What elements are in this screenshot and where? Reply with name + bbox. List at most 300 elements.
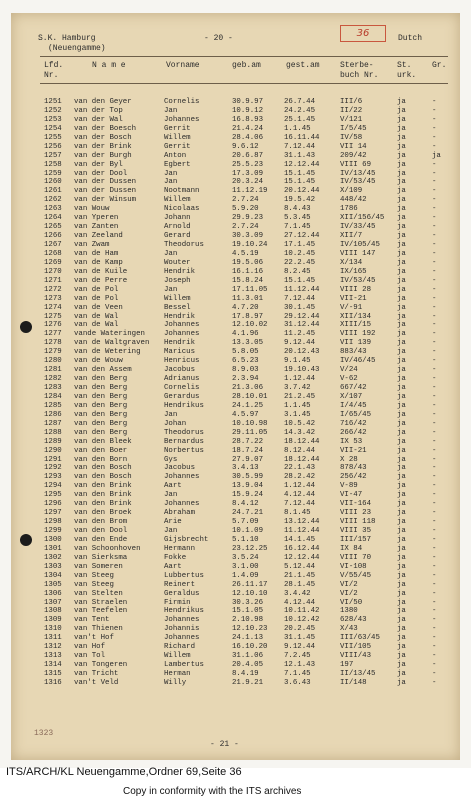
- table-row: [0, 652, 460, 661]
- row-death-date: 4.12.44: [284, 598, 316, 607]
- row-vorname: Jan: [164, 178, 178, 187]
- row-grave: -: [432, 392, 437, 401]
- table-row: [0, 134, 460, 143]
- row-number: 1295: [44, 491, 62, 500]
- row-register-no: X/43: [340, 625, 358, 634]
- row-vorname: Johannes: [164, 321, 200, 330]
- row-register-no: X/134: [340, 258, 363, 267]
- row-death-date: 27.12.44: [284, 232, 320, 241]
- row-grave: -: [432, 455, 437, 464]
- row-register-no: VI-108: [340, 562, 367, 571]
- row-grave: -: [432, 401, 437, 410]
- table-row: [0, 393, 460, 402]
- row-grave: -: [432, 518, 437, 527]
- row-register-no: IV/46/45: [340, 357, 376, 366]
- row-certificate: ja: [397, 652, 406, 661]
- row-vorname: Joseph: [164, 276, 191, 285]
- row-birth-date: 10.9.12: [232, 106, 264, 115]
- header-rule-top: [40, 56, 448, 57]
- row-register-no: IV/53/45: [340, 178, 376, 187]
- row-number: 1316: [44, 678, 62, 687]
- row-certificate: ja: [397, 267, 406, 276]
- row-grave: -: [432, 133, 437, 142]
- row-register-no: II/148: [340, 678, 367, 687]
- row-grave: -: [432, 223, 437, 232]
- col-gest: gest.am: [286, 61, 320, 70]
- row-number: 1275: [44, 312, 62, 321]
- row-birth-date: 10.1.09: [232, 527, 264, 535]
- row-register-no: 716/42: [340, 419, 367, 428]
- row-vorname: Johann: [164, 214, 191, 223]
- row-number: 1270: [44, 267, 62, 276]
- row-register-no: 628/43: [340, 616, 367, 625]
- row-birth-date: 17.3.09: [232, 169, 264, 178]
- row-name: van der Dussen: [74, 178, 137, 187]
- table-row: [0, 679, 460, 688]
- row-grave: -: [432, 294, 437, 303]
- row-certificate: ja: [397, 249, 406, 258]
- row-name: van den Bosch: [74, 473, 132, 482]
- row-vorname: Henricus: [164, 357, 200, 366]
- row-death-date: 4.12.44: [284, 491, 316, 500]
- table-row: [0, 384, 460, 393]
- row-grave: -: [432, 616, 437, 625]
- row-certificate: ja: [397, 562, 406, 571]
- row-birth-date: 20.4.05: [232, 661, 264, 670]
- row-certificate: ja: [397, 294, 406, 303]
- row-vorname: Johannes: [164, 115, 200, 124]
- row-register-no: V-89: [340, 482, 358, 491]
- table-row: [0, 232, 460, 241]
- row-death-date: 1.1.45: [284, 401, 311, 410]
- table-row: [0, 581, 460, 590]
- row-birth-date: 29.9.23: [232, 214, 264, 223]
- row-certificate: ja: [397, 178, 406, 187]
- row-name: van der Wal: [74, 115, 123, 124]
- row-certificate: ja: [397, 678, 406, 687]
- row-certificate: ja: [397, 535, 406, 544]
- row-number: 1263: [44, 205, 62, 214]
- row-certificate: ja: [397, 169, 406, 178]
- row-birth-date: 8.4.19: [232, 670, 259, 678]
- row-number: 1300: [44, 535, 62, 544]
- row-name: van den Brink: [74, 482, 132, 491]
- row-birth-date: 21.4.24: [232, 124, 264, 133]
- row-name: van Sierksma: [74, 553, 128, 562]
- table-row: [0, 429, 460, 438]
- row-grave: -: [432, 196, 437, 205]
- row-name: van de Wal: [74, 312, 119, 321]
- row-grave: -: [432, 464, 437, 473]
- row-name: van Thienen: [74, 625, 123, 634]
- row-certificate: ja: [397, 625, 406, 634]
- row-vorname: Hendrik: [164, 267, 196, 276]
- row-number: 1258: [44, 160, 62, 169]
- row-number: 1285: [44, 401, 62, 410]
- row-name: van den Dool: [74, 527, 128, 535]
- row-death-date: 15.1.45: [284, 178, 316, 187]
- row-birth-date: 12.10.02: [232, 321, 268, 330]
- row-number: 1288: [44, 428, 62, 437]
- row-certificate: ja: [397, 232, 406, 241]
- row-certificate: ja: [397, 321, 406, 330]
- row-vorname: Firmin: [164, 598, 191, 607]
- row-name: van den Berg: [74, 401, 128, 410]
- row-birth-date: 13.3.05: [232, 339, 264, 348]
- row-certificate: ja: [397, 518, 406, 527]
- row-vorname: Johannes: [164, 616, 200, 625]
- row-certificate: ja: [397, 98, 406, 106]
- row-grave: -: [432, 446, 437, 455]
- row-name: van de Kamp: [74, 258, 123, 267]
- table-row: [0, 661, 460, 670]
- row-register-no: IV/13/45: [340, 169, 376, 178]
- row-vorname: Hendrikus: [164, 401, 204, 410]
- row-name: van de Wetering: [74, 348, 141, 357]
- row-grave: -: [432, 670, 437, 678]
- row-death-date: 7.12.44: [284, 500, 316, 509]
- row-vorname: Gijsbrecht: [164, 535, 209, 544]
- row-grave: -: [432, 580, 437, 589]
- row-grave: -: [432, 384, 437, 392]
- header-rule-bottom: [40, 83, 448, 84]
- row-grave: -: [432, 437, 437, 446]
- row-vorname: Nicolaas: [164, 205, 200, 214]
- table-row: [0, 473, 460, 482]
- row-name: van Wouw: [74, 205, 110, 214]
- row-name: van Steeg: [74, 571, 114, 580]
- row-register-no: VIII 69: [340, 160, 372, 169]
- row-number: 1278: [44, 339, 62, 348]
- row-grave: ja: [432, 151, 441, 160]
- row-vorname: Fokke: [164, 553, 187, 562]
- row-birth-date: 13.9.04: [232, 482, 264, 491]
- row-certificate: ja: [397, 616, 406, 625]
- row-name: van Zwam: [74, 241, 110, 249]
- row-number: 1271: [44, 276, 62, 285]
- row-birth-date: 20.3.24: [232, 178, 264, 187]
- row-death-date: 30.1.45: [284, 303, 316, 312]
- table-row: [0, 348, 460, 357]
- row-name: van de Waltgraven: [74, 339, 150, 348]
- row-number: 1256: [44, 142, 62, 151]
- row-vorname: Nootmann: [164, 187, 200, 196]
- row-certificate: ja: [397, 276, 406, 285]
- row-birth-date: 11.3.01: [232, 294, 264, 303]
- row-vorname: Johannes: [164, 634, 200, 643]
- row-birth-date: 18.7.24: [232, 446, 264, 455]
- row-death-date: 11.2.45: [284, 330, 316, 339]
- row-birth-date: 5.8.05: [232, 348, 259, 357]
- row-death-date: 7.12.44: [284, 294, 316, 303]
- row-register-no: 197: [340, 661, 354, 670]
- row-birth-date: 5.9.20: [232, 205, 259, 214]
- row-death-date: 11.12.44: [284, 527, 320, 535]
- row-birth-date: 3.5.24: [232, 553, 259, 562]
- row-vorname: Herman: [164, 670, 191, 678]
- row-register-no: IX 84: [340, 544, 363, 553]
- row-certificate: ja: [397, 196, 406, 205]
- row-certificate: ja: [397, 124, 406, 133]
- row-number: 1268: [44, 249, 62, 258]
- row-register-no: IV/33/45: [340, 223, 376, 232]
- row-vorname: Maricus: [164, 348, 196, 357]
- row-vorname: Johannes: [164, 500, 200, 509]
- row-name: van den Bleek: [74, 437, 132, 446]
- row-grave: -: [432, 142, 437, 151]
- row-vorname: Cornelis: [164, 98, 200, 106]
- row-register-no: I/5/45: [340, 124, 367, 133]
- row-birth-date: 21.3.06: [232, 384, 264, 392]
- col-nr: Lfd.: [44, 61, 64, 70]
- row-number: 1272: [44, 285, 62, 294]
- row-certificate: ja: [397, 428, 406, 437]
- row-birth-date: 29.11.05: [232, 428, 268, 437]
- row-birth-date: 15.9.24: [232, 491, 264, 500]
- row-certificate: ja: [397, 607, 406, 616]
- row-death-date: 22.1.43: [284, 464, 316, 473]
- row-birth-date: 19.10.24: [232, 241, 268, 249]
- row-death-date: 3.1.45: [284, 410, 311, 419]
- row-birth-date: 8.9.03: [232, 366, 259, 375]
- row-birth-date: 28.4.06: [232, 133, 264, 142]
- row-number: 1302: [44, 553, 62, 562]
- row-certificate: ja: [397, 339, 406, 348]
- row-register-no: VII 14: [340, 142, 367, 151]
- row-vorname: Jacobus: [164, 366, 196, 375]
- table-row: [0, 357, 460, 366]
- row-register-no: VII 139: [340, 339, 372, 348]
- row-birth-date: 12.10.10: [232, 589, 268, 598]
- row-death-date: 10.2.45: [284, 249, 316, 258]
- row-vorname: Jan: [164, 527, 178, 535]
- row-number: 1291: [44, 455, 62, 464]
- row-birth-date: 5.1.10: [232, 535, 259, 544]
- row-certificate: ja: [397, 553, 406, 562]
- row-vorname: Anton: [164, 151, 187, 160]
- sheet-number-box: [340, 25, 386, 42]
- row-number: 1315: [44, 670, 62, 678]
- table-row: [0, 295, 460, 304]
- col-vorname: Vorname: [166, 61, 200, 70]
- row-number: 1282: [44, 375, 62, 384]
- row-certificate: ja: [397, 473, 406, 482]
- row-birth-date: 4.1.96: [232, 330, 259, 339]
- table-row: [0, 205, 460, 214]
- row-grave: -: [432, 258, 437, 267]
- row-name: van de Pol: [74, 285, 119, 294]
- row-vorname: Gerard: [164, 232, 191, 241]
- row-certificate: ja: [397, 160, 406, 169]
- row-number: 1254: [44, 124, 62, 133]
- row-birth-date: 21.9.21: [232, 678, 264, 687]
- row-grave: -: [432, 214, 437, 223]
- table-row: [0, 98, 460, 107]
- row-name: van den Ende: [74, 535, 128, 544]
- row-grave: -: [432, 339, 437, 348]
- row-name: van Tent: [74, 616, 110, 625]
- table-row: [0, 143, 460, 152]
- row-grave: -: [432, 249, 437, 258]
- row-number: 1314: [44, 661, 62, 670]
- row-grave: -: [432, 509, 437, 518]
- row-birth-date: 24.7.21: [232, 509, 264, 518]
- row-vorname: Jan: [164, 285, 178, 294]
- row-register-no: VIII 35: [340, 527, 372, 535]
- row-name: van't Veld: [74, 678, 119, 687]
- table-row: [0, 241, 460, 250]
- table-row: [0, 187, 460, 196]
- row-death-date: 10.11.42: [284, 607, 320, 616]
- row-birth-date: 15.8.24: [232, 276, 264, 285]
- row-grave: -: [432, 312, 437, 321]
- row-number: 1292: [44, 464, 62, 473]
- row-death-date: 1.12.44: [284, 375, 316, 384]
- row-vorname: Willem: [164, 133, 191, 142]
- row-name: van der Winsum: [74, 196, 137, 205]
- table-row: [0, 616, 460, 625]
- row-name: van den Berg: [74, 428, 128, 437]
- row-birth-date: 4.7.20: [232, 303, 259, 312]
- row-certificate: ja: [397, 258, 406, 267]
- row-grave: -: [432, 348, 437, 357]
- row-certificate: ja: [397, 142, 406, 151]
- row-vorname: Gys: [164, 455, 178, 464]
- col-st: St.: [397, 61, 412, 70]
- row-birth-date: 2.3.94: [232, 375, 259, 384]
- row-vorname: Bernardus: [164, 437, 204, 446]
- row-register-no: 883/43: [340, 348, 367, 357]
- table-row: [0, 339, 460, 348]
- table-row: [0, 491, 460, 500]
- row-number: 1262: [44, 196, 62, 205]
- row-grave: -: [432, 106, 437, 115]
- row-number: 1287: [44, 419, 62, 428]
- row-name: van Hof: [74, 643, 106, 652]
- row-name: van der Brink: [74, 142, 132, 151]
- row-certificate: ja: [397, 661, 406, 670]
- row-death-date: 7.1.45: [284, 670, 311, 678]
- row-certificate: ja: [397, 106, 406, 115]
- row-register-no: VIII 28: [340, 285, 372, 294]
- row-name: van den Berg: [74, 410, 128, 419]
- row-vorname: Wouter: [164, 258, 191, 267]
- row-vorname: Egbert: [164, 160, 191, 169]
- row-name: van der Boesch: [74, 124, 137, 133]
- row-register-no: 878/43: [340, 464, 367, 473]
- row-name: van Steeg: [74, 580, 114, 589]
- row-birth-date: 16.1.16: [232, 267, 264, 276]
- row-grave: -: [432, 285, 437, 294]
- table-row: [0, 286, 460, 295]
- table-row: [0, 563, 460, 572]
- row-death-date: 28.2.42: [284, 473, 316, 482]
- table-row: [0, 321, 460, 330]
- row-grave: -: [432, 124, 437, 133]
- row-name: van de Veen: [74, 303, 123, 312]
- row-death-date: 25.1.45: [284, 115, 316, 124]
- row-death-date: 9.1.45: [284, 357, 311, 366]
- row-certificate: ja: [397, 357, 406, 366]
- row-number: 1293: [44, 473, 62, 482]
- row-vorname: Hendrik: [164, 339, 196, 348]
- row-certificate: ja: [397, 580, 406, 589]
- row-death-date: 31.12.44: [284, 321, 320, 330]
- table-row: [0, 152, 460, 161]
- row-grave: -: [432, 232, 437, 241]
- row-certificate: ja: [397, 330, 406, 339]
- table-row: [0, 536, 460, 545]
- row-birth-date: 24.1.25: [232, 401, 264, 410]
- row-number: 1252: [44, 106, 62, 115]
- table-row: [0, 518, 460, 527]
- row-vorname: Bessel: [164, 303, 191, 312]
- row-vorname: Jan: [164, 491, 178, 500]
- row-vorname: Jan: [164, 106, 178, 115]
- row-vorname: Reinert: [164, 580, 196, 589]
- row-grave: -: [432, 419, 437, 428]
- row-death-date: 9.12.44: [284, 643, 316, 652]
- row-register-no: XII/7: [340, 232, 363, 241]
- row-grave: -: [432, 634, 437, 643]
- row-death-date: 13.12.44: [284, 518, 320, 527]
- list-type: Dutch: [398, 34, 423, 43]
- row-birth-date: 2.10.98: [232, 616, 264, 625]
- row-birth-date: 3.4.13: [232, 464, 259, 473]
- row-death-date: 5.12.44: [284, 562, 316, 571]
- table-row: [0, 125, 460, 134]
- table-row: [0, 116, 460, 125]
- row-death-date: 19.10.43: [284, 366, 320, 375]
- table-row: [0, 366, 460, 375]
- row-death-date: 21.2.45: [284, 392, 316, 401]
- table-row: [0, 509, 460, 518]
- row-grave: -: [432, 276, 437, 285]
- row-register-no: XIII/15: [340, 321, 372, 330]
- row-death-date: 1.1.45: [284, 124, 311, 133]
- row-certificate: ja: [397, 366, 406, 375]
- row-number: 1255: [44, 133, 62, 142]
- row-number: 1297: [44, 509, 62, 518]
- row-register-no: I/65/45: [340, 410, 372, 419]
- row-name: van den Brom: [74, 518, 128, 527]
- row-death-date: 12.12.44: [284, 553, 320, 562]
- row-death-date: 31.1.43: [284, 151, 316, 160]
- row-death-date: 16.11.44: [284, 133, 320, 142]
- row-register-no: IX/165: [340, 267, 367, 276]
- row-grave: -: [432, 652, 437, 661]
- camp-subname: (Neuengamme): [48, 44, 106, 53]
- row-register-no: 667/42: [340, 384, 367, 392]
- row-certificate: ja: [397, 348, 406, 357]
- row-grave: -: [432, 160, 437, 169]
- row-grave: -: [432, 428, 437, 437]
- table-row: [0, 411, 460, 420]
- row-death-date: 12.12.44: [284, 160, 320, 169]
- row-death-date: 17.1.45: [284, 241, 316, 249]
- row-death-date: 29.12.44: [284, 312, 320, 321]
- row-certificate: ja: [397, 303, 406, 312]
- row-number: 1279: [44, 348, 62, 357]
- row-grave: -: [432, 366, 437, 375]
- row-register-no: II/22: [340, 106, 363, 115]
- table-row: [0, 259, 460, 268]
- row-vorname: Gerrit: [164, 124, 191, 133]
- row-certificate: ja: [397, 133, 406, 142]
- row-grave: -: [432, 571, 437, 580]
- row-number: 1264: [44, 214, 62, 223]
- row-vorname: Aart: [164, 562, 182, 571]
